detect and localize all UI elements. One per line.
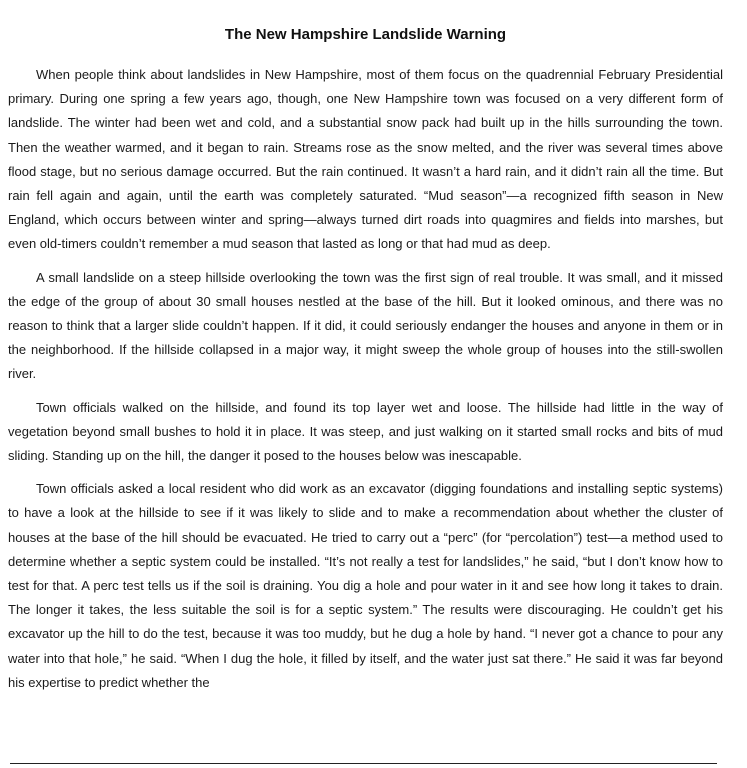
document-title: The New Hampshire Landslide Warning (224, 26, 507, 43)
paragraph-3: Town officials walked on the hillside, and found its top layer wet and loose. The hillside had little in the way of vegetation beyond small bushes to hold it in place. It was steep, and just walking on it started small rocks and bits of mud sliding. Standing up on the hill, the danger it posed to the houses below was inescapable. (8, 399, 723, 464)
paragraph-2: A small landslide on a steep hillside overlooking the town was the first sign of real trouble. It was small, and it missed the edge of the group of about 30 small houses nestled at the base of the hill. But it looked ominous, and there was no reason to think that a larger slide couldn’t happen. If it did, it could seriously endanger the houses and anyone in them or in the neighborhood. If the hillside collapsed in a major way, it might sweep the whole group of houses into the still-swollen river. (8, 269, 723, 382)
paragraph-4: Town officials asked a local resident who did work as an excavator (digging foundations and installing septic systems) to have a look at the hillside to see if it was likely to slide and to make a recommendation about whether the cluster of houses at the base of the hill should be evacuated. He tried to carry out a “perc” (for “percolation”) test—a method used to determine whether a septic system could be installed. “It’s not really a test for landslides,” he said, “but I don’t know how to test for that. A perc test tells us if the soil is draining. You dig a hole and pour water in it and see how long it takes to drain. The longer it takes, the less suitable the soil is for a septic system.” The results were discouraging. He couldn’t get his excavator up the hill to do the test, because it was too muddy, but he dug a hole by hand. “I never got a chance to pour any water into that hole,” he said. “When I dug the hole, it filled by itself, and the water just sat there.” He said it was far beyond his expertise to predict whether the (8, 481, 723, 690)
document-body (8, 63, 723, 695)
paragraph-1: When people think about landslides in New Hampshire, most of them focus on the quadrennial February Presidential primary. During one spring a few years ago, though, one New Hampshire town was focused on a very different form of landslide. The winter had been wet and cold, and a substantial snow pack had built up in the hills surrounding the town. Then the weather warmed, and it began to rain. Streams rose as the snow melted, and the river was several times above flood stage, but no serious damage occurred. But the rain continued. It wasn’t a hard rain, and it didn’t rain all the time. But rain fell again and again, until the earth was completely saturated. “Mud season”—a recognized fifth season in New England, which occurs between winter and spring—always turned dirt roads into quagmires and fields into marshes, but even old-timers couldn’t remember a mud season that lasted as long or that had mud as deep. (8, 67, 723, 252)
document-page (8, 0, 723, 704)
page-bottom-rule (10, 763, 717, 764)
